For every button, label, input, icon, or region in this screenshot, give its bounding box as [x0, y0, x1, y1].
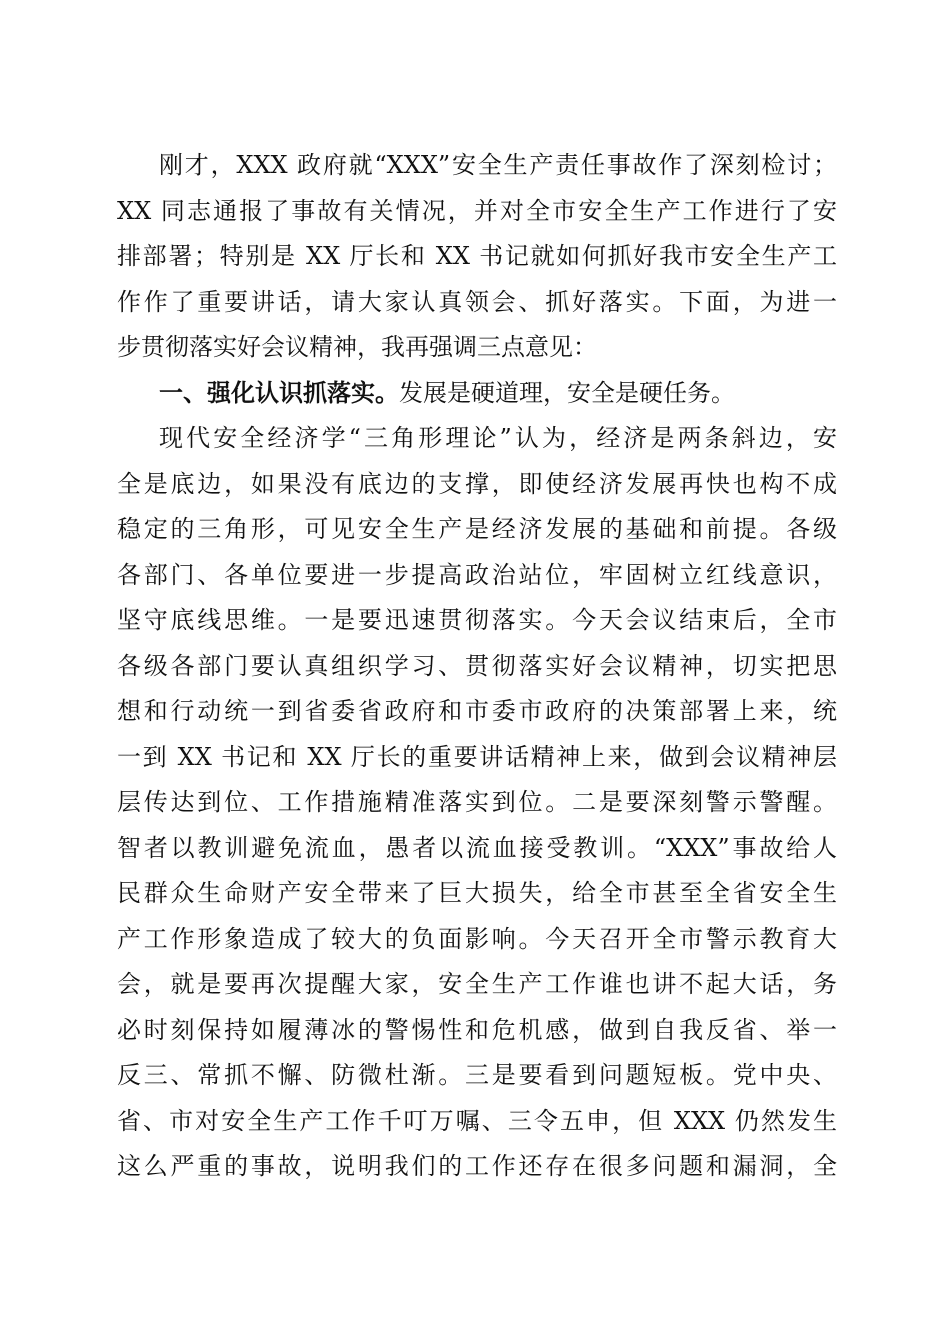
section-heading: 一、强化认识抓落实。	[159, 378, 399, 407]
document-body	[117, 143, 837, 1190]
paragraph-line: 一到 XX 书记和 XX 厅长的重要讲话精神上来，做到会议精神层	[117, 742, 837, 771]
paragraph-line: 产工作形象造成了较大的负面影响。今天召开全市警示教育大	[117, 924, 837, 953]
paragraph-line: 智者以教训避免流血，愚者以流血接受教训。“XXX”事故给人	[117, 833, 837, 862]
paragraph-line: 省、市对安全生产工作千叮万嘱、三令五申，但 XXX 仍然发生	[117, 1106, 837, 1135]
paragraph-line: 民群众生命财产安全带来了巨大损失，给全市甚至全省安全生	[117, 879, 837, 907]
paragraph-line: 步贯彻落实好会议精神，我再强调三点意见：	[117, 333, 597, 361]
paragraph-line: 想和行动统一到省委省政府和市委市政府的决策部署上来，统	[117, 697, 837, 725]
paragraph-line: 作作了重要讲话，请大家认真领会、抓好落实。下面，为进一	[117, 287, 837, 316]
paragraph-line: 排部署；特别是 XX 厅长和 XX 书记就如何抓好我市安全生产工	[117, 242, 837, 270]
section-heading-line	[117, 371, 837, 417]
paragraph-line: 刚才，XXX 政府就“XXX”安全生产责任事故作了深刻检讨；	[159, 151, 837, 179]
paragraph-line: 全是底边，如果没有底边的支撑，即使经济发展再快也构不成	[117, 469, 837, 498]
paragraph-line: 现代安全经济学“三角形理论”认为，经济是两条斜边，安	[159, 424, 837, 452]
paragraph-line: 会，就是要再次提醒大家，安全生产工作谁也讲不起大话，务	[117, 970, 837, 998]
paragraph-line: XX 同志通报了事故有关情况，并对全市安全生产工作进行了安	[117, 196, 837, 225]
paragraph-line: 稳定的三角形，可见安全生产是经济发展的基础和前提。各级	[117, 515, 837, 543]
paragraph-line: 各部门、各单位要进一步提高政治站位，牢固树立红线意识，	[117, 560, 837, 589]
paragraph-line: 层传达到位、工作措施精准落实到位。二是要深刻警示警醒。	[117, 788, 837, 816]
paragraph-line: 反三、常抓不懈、防微杜渐。三是要看到问题短板。党中央、	[117, 1061, 837, 1089]
section-heading-rest: 发展是硬道理，安全是硬任务。	[399, 378, 735, 407]
paragraph-line: 必时刻保持如履薄冰的警惕性和危机感，做到自我反省、举一	[117, 1015, 837, 1044]
paragraph-line: 各级各部门要认真组织学习、贯彻落实好会议精神，切实把思	[117, 651, 837, 680]
paragraph-line: 坚守底线思维。一是要迅速贯彻落实。今天会议结束后，全市	[117, 606, 837, 634]
paragraph-line: 这么严重的事故，说明我们的工作还存在很多问题和漏洞，全	[117, 1152, 837, 1180]
